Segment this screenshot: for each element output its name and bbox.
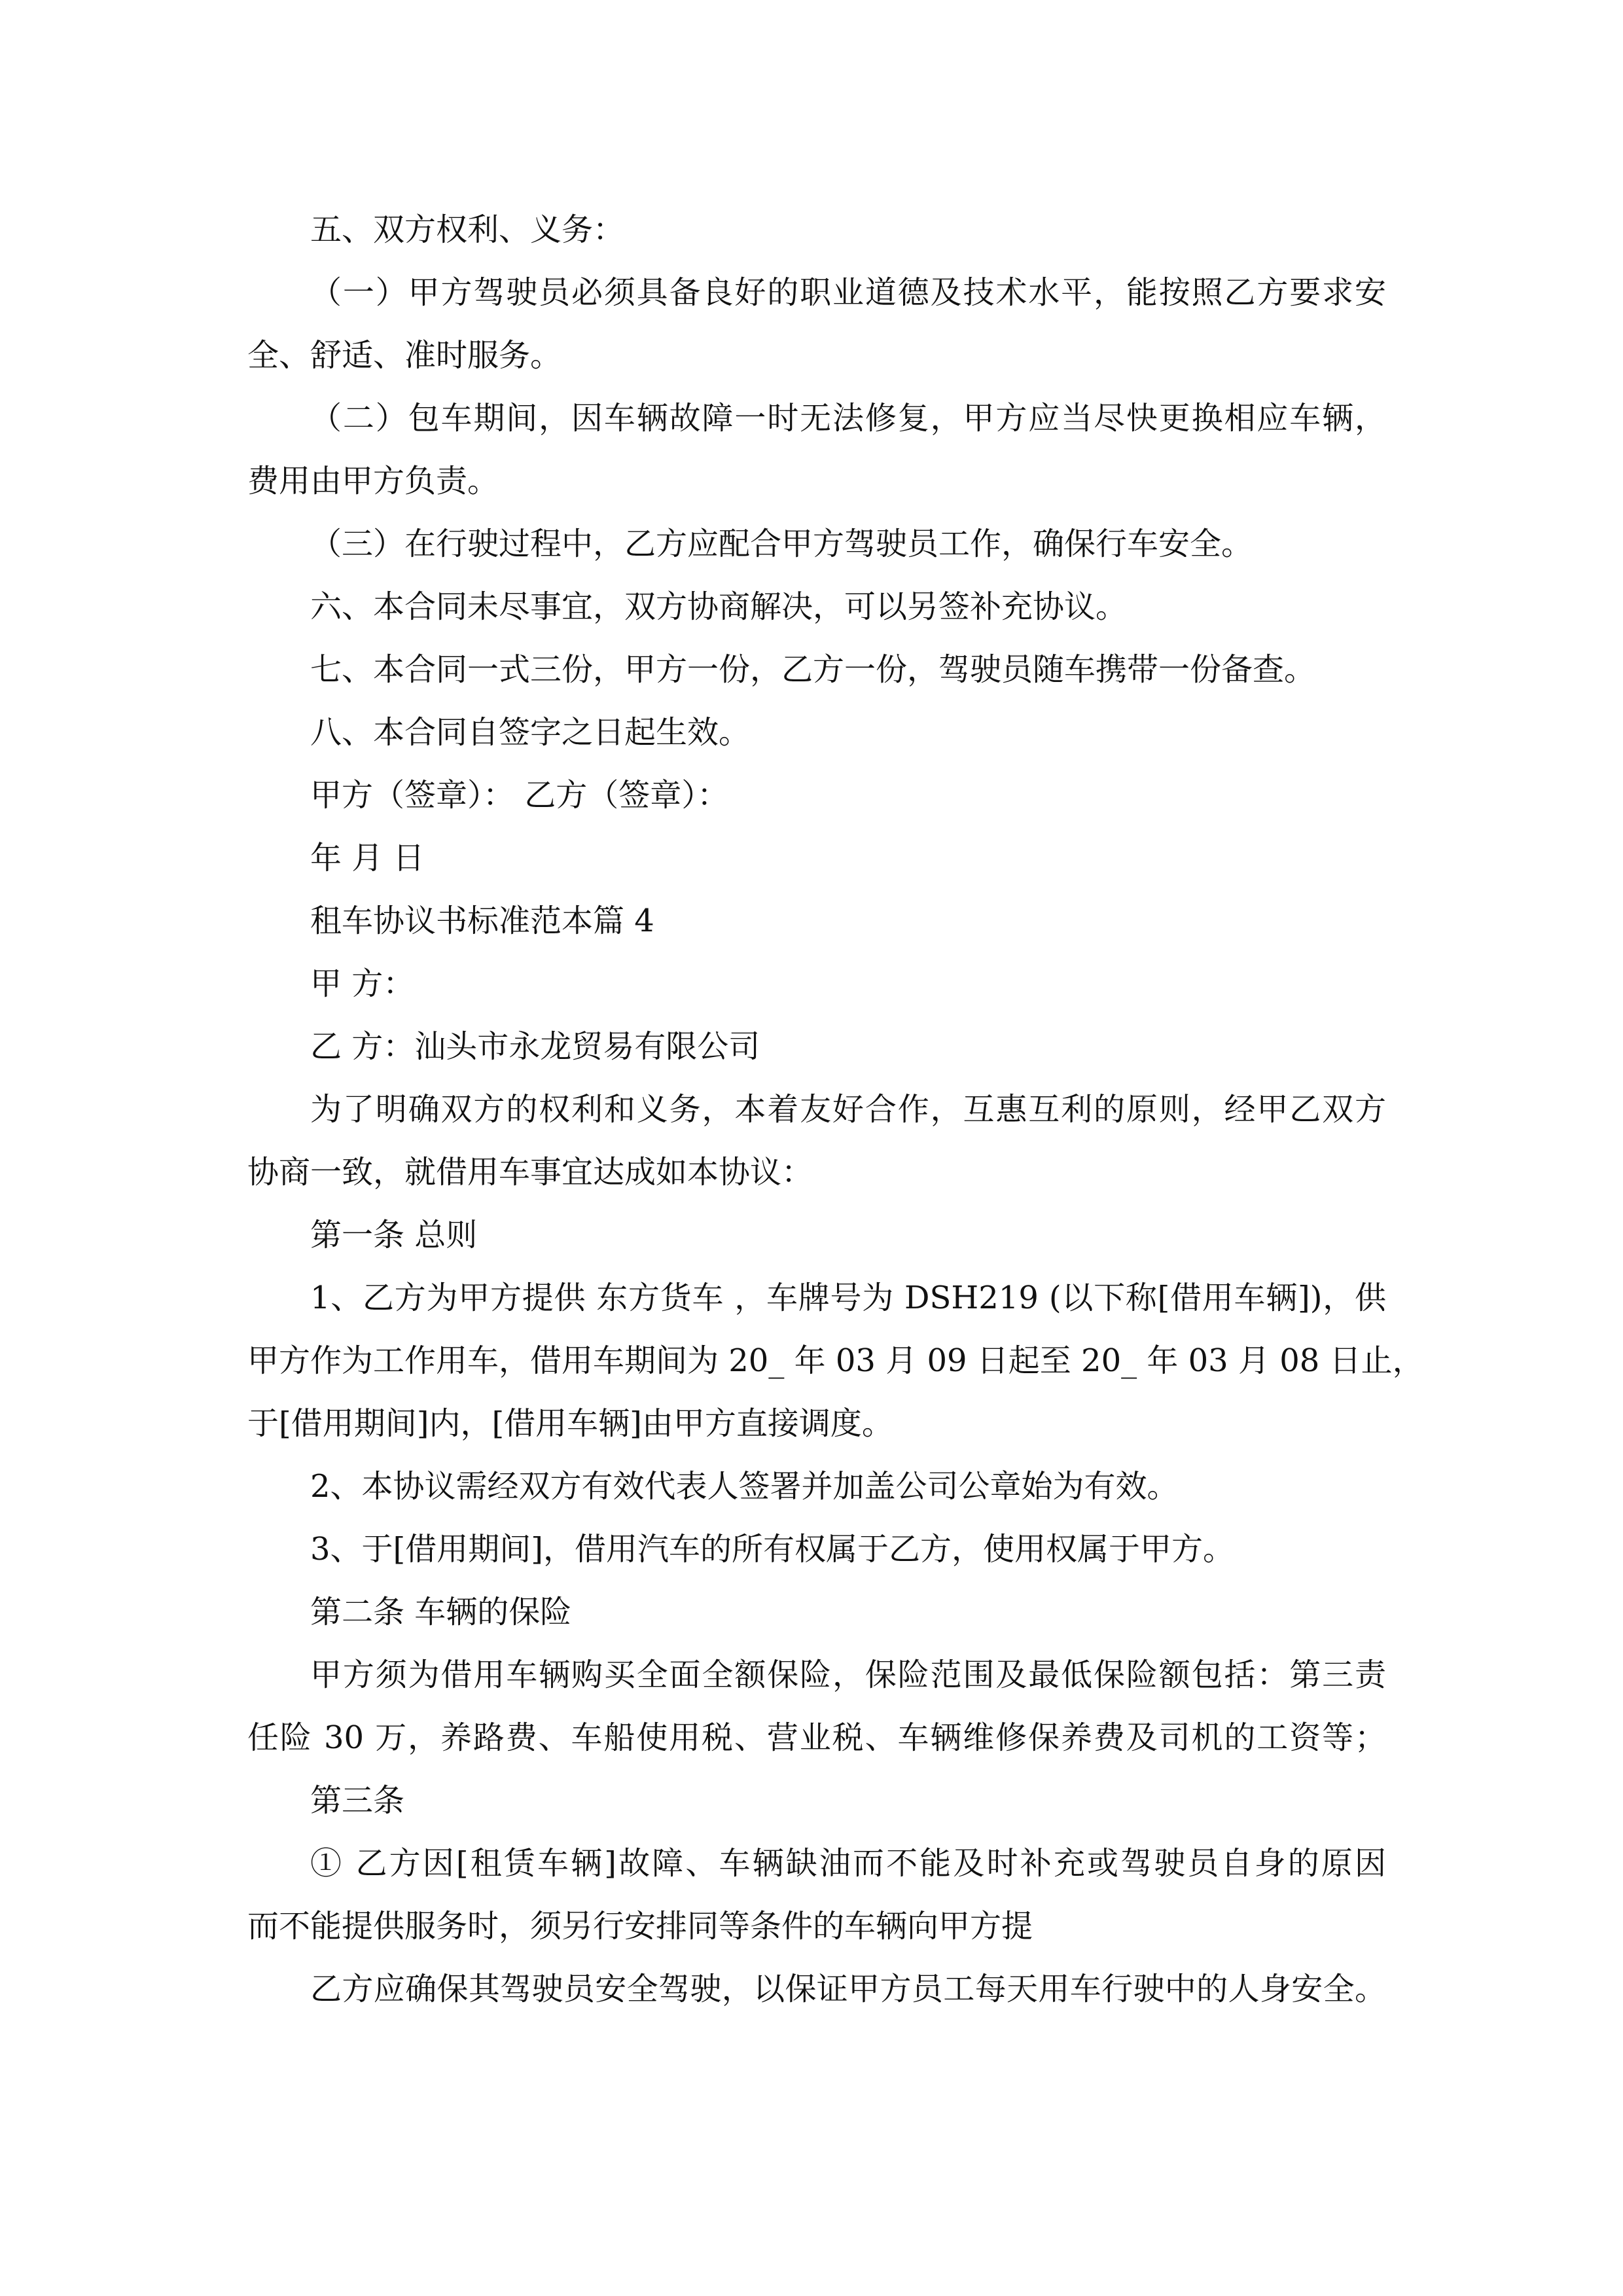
preamble-line-2: 协商一致，就借用车事宜达成如本协议： [247, 1154, 813, 1191]
preamble-line-1: 为了明确双方的权利和义务，本着友好合作，互惠互利的原则，经甲乙双方 [310, 1091, 1386, 1128]
clause-5-2-line-1: （二）包车期间，因车辆故障一时无法修复，甲方应当尽快更换相应车辆， [310, 400, 1386, 437]
article-1-item-3: 3、于[借用期间]，借用汽车的所有权属于乙方，使用权属于甲方。 [310, 1531, 1234, 1568]
party-b: 乙 方：汕头市永龙贸易有限公司 [310, 1028, 760, 1065]
article-3-item-1-line-1: ① 乙方因[租赁车辆]故障、车辆缺油而不能及时补充或驾驶员自身的原因 [310, 1845, 1386, 1882]
article-2-line-2: 任险 30 万，养路费、车船使用税、营业税、车辆维修保养费及司机的工资等； [247, 1719, 1386, 1756]
section-6: 六、本合同未尽事宜，双方协商解决，可以另签补充协议。 [310, 588, 1128, 625]
article-2-heading: 第二条 车辆的保险 [310, 1594, 572, 1630]
article-3-heading: 第三条 [310, 1782, 405, 1819]
clause-5-2-line-2: 费用由甲方负责。 [247, 463, 499, 499]
article-1-heading: 第一条 总则 [310, 1217, 478, 1253]
signature-line: 甲方（签章）： 乙方（签章）： [310, 777, 729, 814]
article-1-item-1-line-1: 1、乙方为甲方提供 东方货车 ，车牌号为 DSH219 (以下称[借用车辆])，供 [310, 1280, 1386, 1316]
clause-5-3: （三）在行驶过程中，乙方应配合甲方驾驶员工作，确保行车安全。 [310, 526, 1253, 562]
date-line: 年 月 日 [310, 840, 425, 876]
article-3-safety-line: 乙方应确保其驾驶员安全驾驶，以保证甲方员工每天用车行驶中的人身安全。 [310, 1971, 1386, 2007]
clause-5-1-line-2: 全、舒适、准时服务。 [247, 337, 562, 374]
article-3-item-1-line-2: 而不能提供服务时，须另行安排同等条件的车辆向甲方提 [247, 1908, 1033, 1945]
article-2-line-1: 甲方须为借用车辆购买全面全额保险，保险范围及最低保险额包括：第三责 [310, 1657, 1386, 1693]
party-a: 甲 方： [310, 965, 415, 1002]
section-7: 七、本合同一式三份，甲方一份，乙方一份，驾驶员随车携带一份备查。 [310, 651, 1316, 688]
section-8: 八、本合同自签字之日起生效。 [310, 714, 751, 751]
article-1-item-1-line-2: 甲方作为工作用车，借用车期间为 20_ 年 03 月 09 日起至 20_ 年 03 月 08 日止， [247, 1342, 1424, 1379]
clause-5-1-line-1: （一）甲方驾驶员必须具备良好的职业道德及技术水平，能按照乙方要求安 [310, 274, 1386, 311]
article-1-item-2: 2、本协议需经双方有效代表人签署并加盖公司公章始为有效。 [310, 1468, 1179, 1505]
agreement-title: 租车协议书标准范本篇 4 [310, 903, 654, 939]
section-5-heading: 五、双方权利、义务： [310, 211, 625, 248]
article-1-item-1-line-3: 于[借用期间]内，[借用车辆]由甲方直接调度。 [247, 1405, 893, 1442]
